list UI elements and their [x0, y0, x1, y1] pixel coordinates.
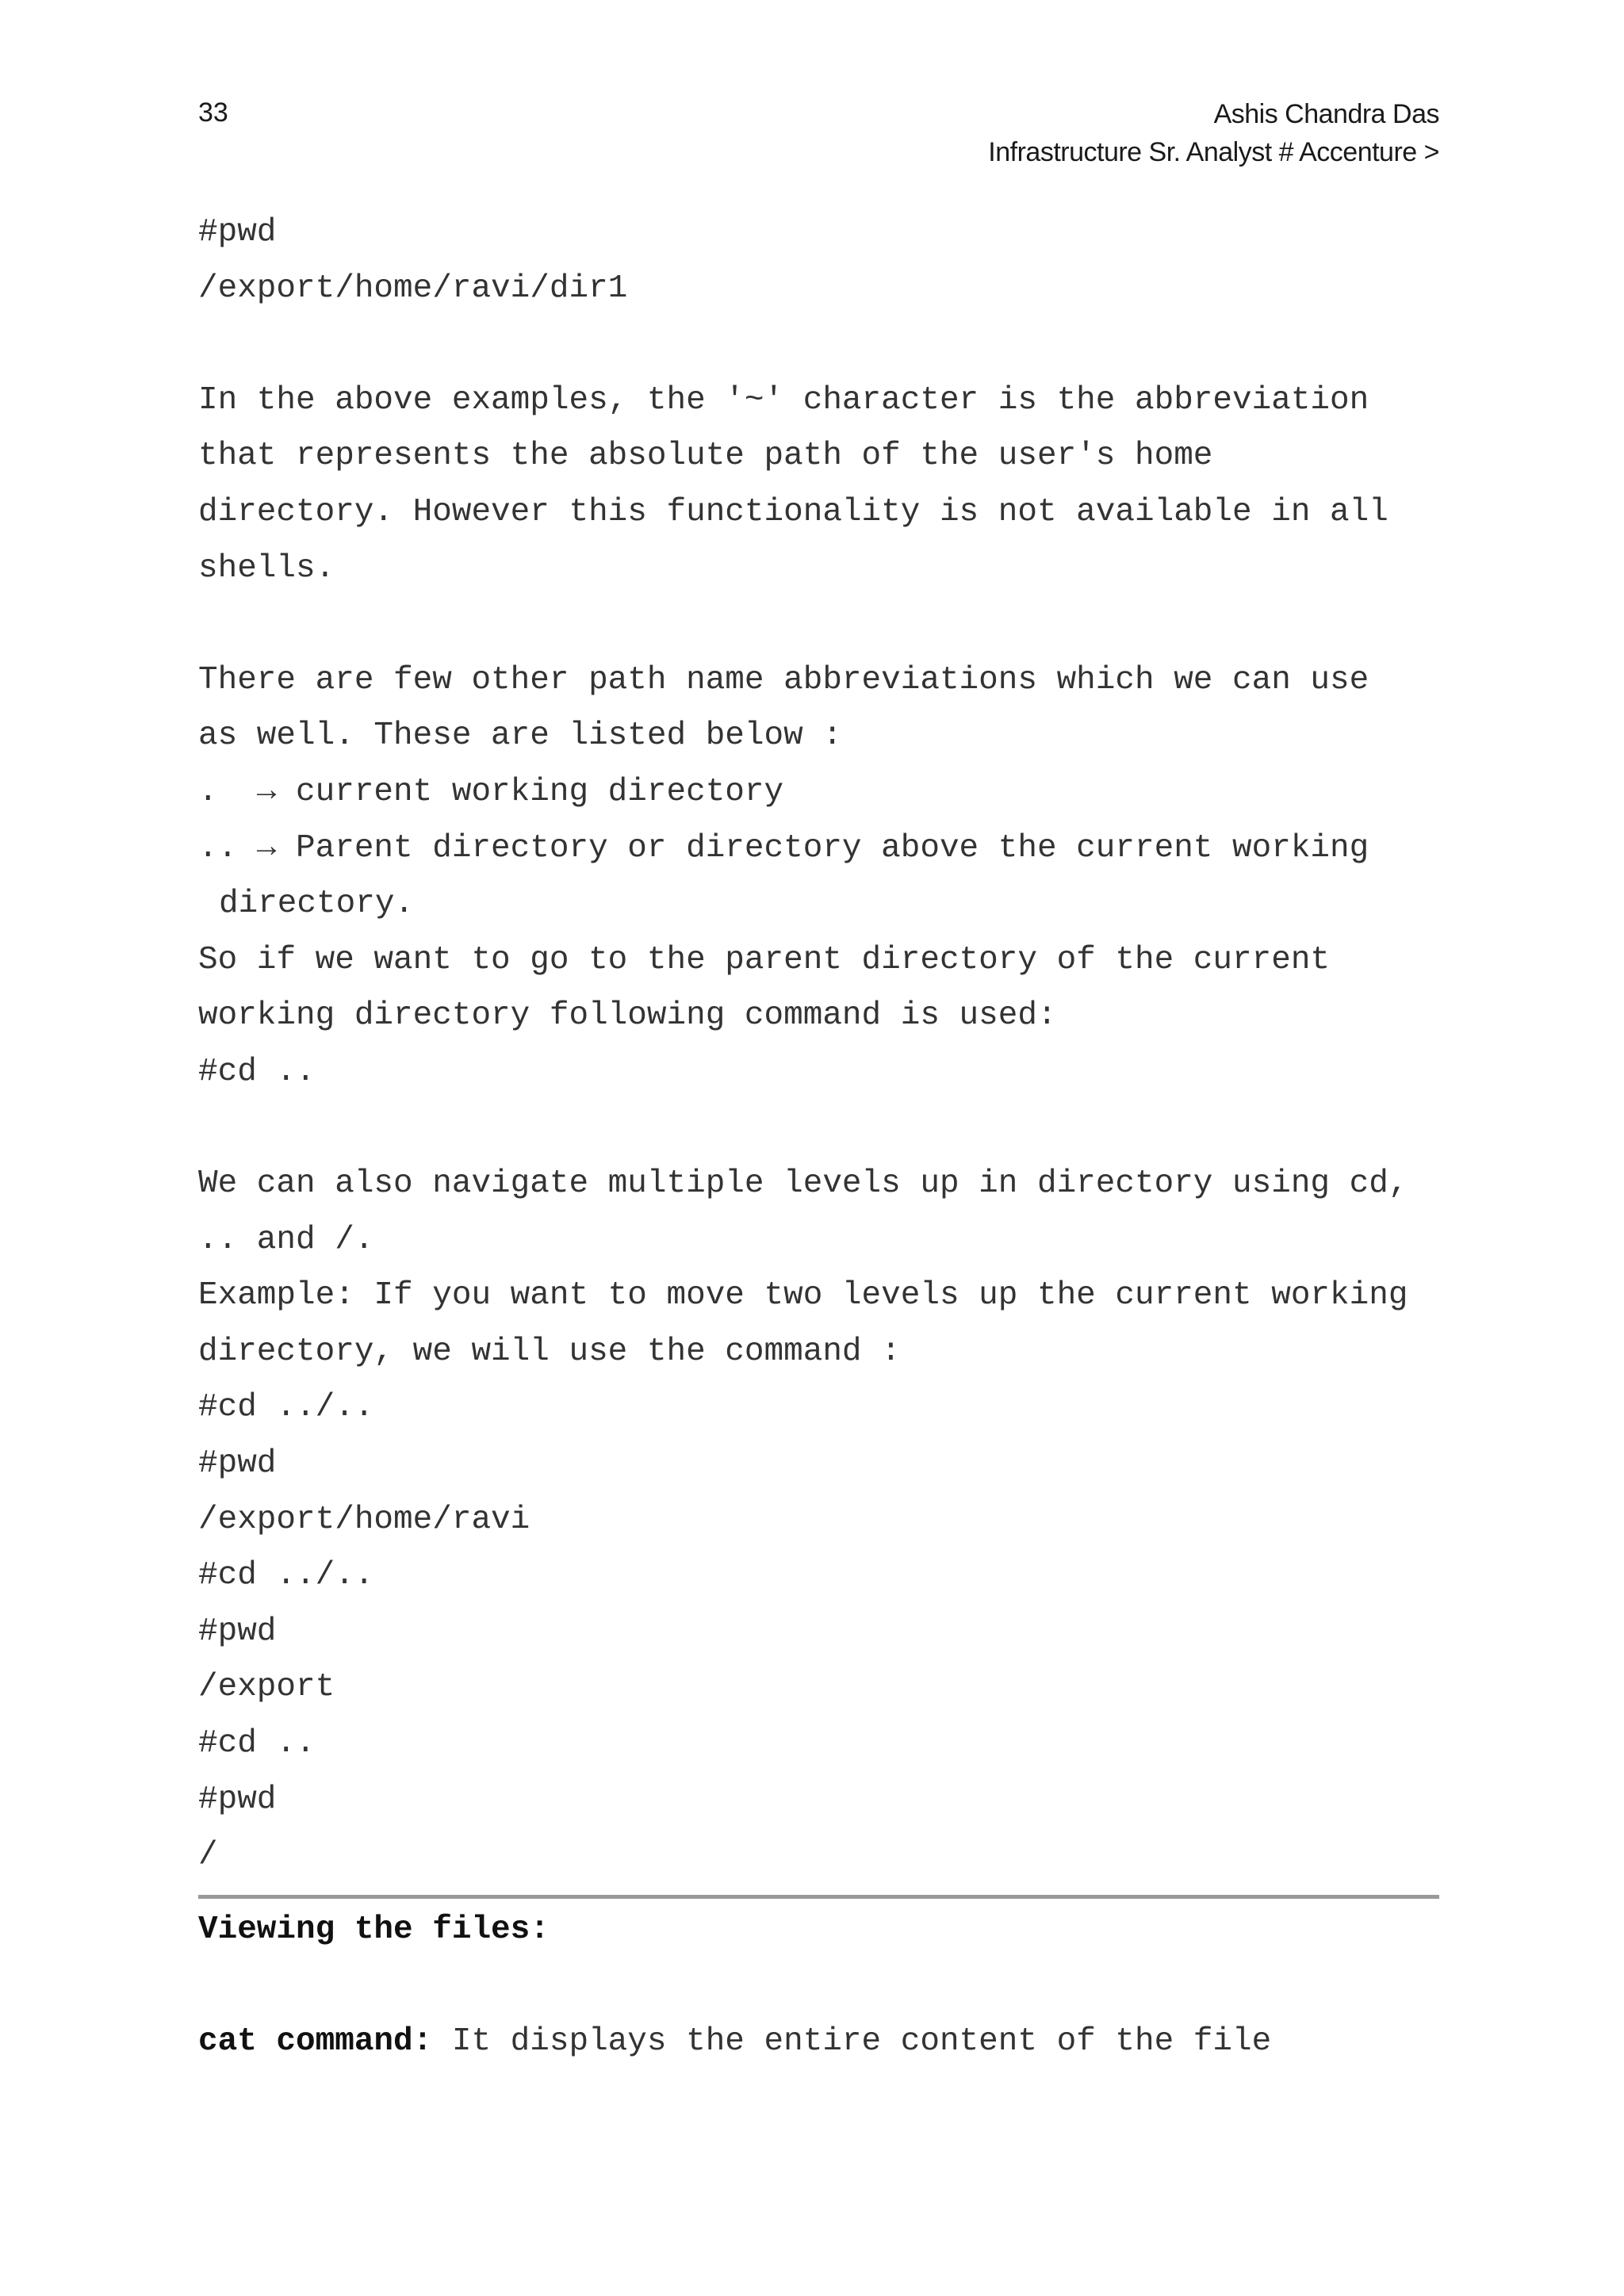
code-line: #pwd	[198, 1613, 277, 1650]
code-line: #pwd	[198, 1445, 277, 1483]
blank-line	[198, 596, 1451, 652]
code-line: #cd ../..	[198, 1389, 374, 1426]
section-divider	[198, 1895, 1439, 1899]
paragraph-line: .. and /.	[198, 1221, 374, 1258]
code-line: /	[198, 1837, 218, 1874]
code-line: /export	[198, 1669, 335, 1706]
code-line: #pwd	[198, 1781, 277, 1818]
paragraph-line: shells.	[198, 549, 335, 587]
code-line: /export/home/ravi/dir1	[198, 270, 628, 307]
paragraph-line: We can also navigate multiple levels up in directory using cd,	[198, 1165, 1408, 1203]
paragraph-line: that represents the absolute path of the user's home	[198, 438, 1213, 475]
term-label: cat command:	[198, 2023, 433, 2060]
section-heading: Viewing the files:	[198, 1911, 550, 1948]
code-line: #cd ..	[198, 1725, 316, 1762]
code-line: #cd ..	[198, 1053, 316, 1090]
definition-line	[198, 2014, 1451, 2070]
code-line: #cd ../..	[198, 1557, 374, 1594]
paragraph-line: as well. These are listed below :	[198, 718, 842, 755]
code-line: #pwd	[198, 214, 277, 251]
author-affiliation: Infrastructure Sr. Analyst # Accenture >	[988, 137, 1439, 167]
paragraph-line: directory. However this functionality is not available in all	[198, 493, 1388, 530]
paragraph-line: Example: If you want to move two levels up the current working	[198, 1277, 1408, 1314]
blank-line	[198, 1100, 1451, 1157]
abbreviation-item: . → current working directory	[198, 773, 784, 810]
code-line: /export/home/ravi	[198, 1501, 530, 1538]
paragraph-line: working directory following command is used:	[198, 997, 1057, 1035]
paragraph-line: In the above examples, the '~' character is the abbreviation	[198, 381, 1369, 419]
abbreviation-item-continued: directory.	[219, 886, 415, 923]
author-name: Ashis Chandra Das	[1213, 99, 1439, 129]
term-description: It displays the entire content of the file	[432, 2023, 1272, 2060]
running-header	[988, 95, 1439, 171]
page-body	[198, 205, 1451, 2070]
abbreviation-item: .. → Parent directory or directory above the current working	[198, 829, 1369, 867]
blank-line	[198, 316, 1451, 373]
paragraph-line: There are few other path name abbreviations which we can use	[198, 661, 1369, 698]
paragraph-line: directory, we will use the command :	[198, 1333, 901, 1370]
paragraph-line: So if we want to go to the parent directory of the current	[198, 941, 1331, 978]
page-number: 33	[198, 98, 228, 128]
blank-line	[198, 1957, 1451, 2014]
